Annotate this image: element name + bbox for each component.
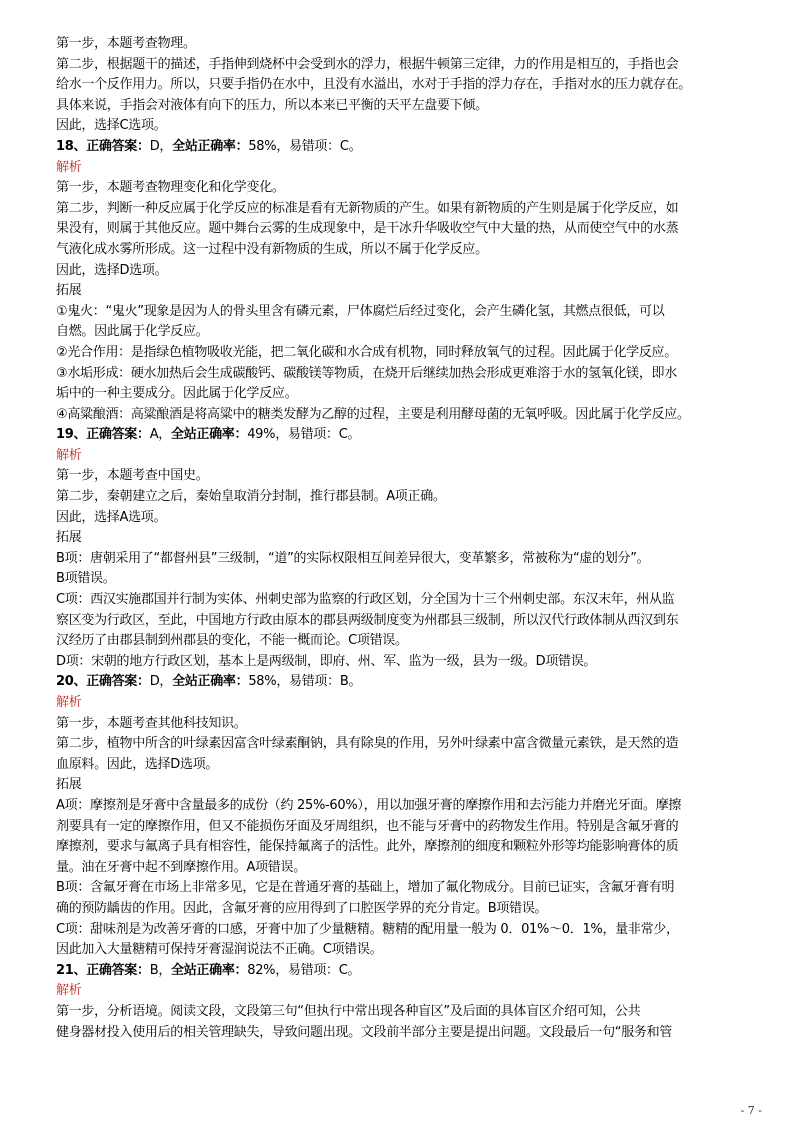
text-line: ②光合作用：是指绿色植物吸收光能，把二氧化碳和水合成有机物，同时释放氧气的过程。因此属于化学反应。 <box>56 344 677 360</box>
text-line: D项：宋朝的地方行政区划，基本上是两级制，即府、州、军、监为一级，县为一级。D项错误。 <box>56 653 597 669</box>
paragraph <box>56 549 748 673</box>
section-heading-analysis: 解析 <box>56 695 82 710</box>
answer-value: 49%，易错项：C。 <box>247 427 361 443</box>
answer-value: A， <box>149 427 171 443</box>
text-line: 汉经历了由郡县制到州郡县的变化，不能一概而论。C项错误。 <box>56 633 408 649</box>
answer-label: 21、正确答案： <box>56 962 150 978</box>
answer-value: B， <box>149 962 172 978</box>
text-line: 第一步，本题考查中国史。 <box>56 468 209 484</box>
answer-label: 20、正确答案： <box>56 674 150 690</box>
text-line: 给水一个反作用力。所以，只要手指仍在水中，且没有水溢出，水对于手指的浮力存在，手指对水的压力就存在。 <box>56 77 692 93</box>
section-heading-analysis: 解析 <box>56 983 82 999</box>
text-line: 量。油在牙膏中起不到摩擦作用。A项错误。 <box>56 859 306 875</box>
section-label-extension: 拓展 <box>56 777 82 793</box>
text-line: 确的预防龋齿的作用。因此，含氟牙膏的应用得到了口腔医学界的充分肯定。B项错误。 <box>56 900 548 916</box>
answer-value: 82%，易错项：C。 <box>247 962 361 978</box>
answer-label: 18、正确答案： <box>56 138 150 154</box>
document-page <box>56 34 748 1043</box>
section-heading-analysis: 解析 <box>56 447 82 463</box>
answer-label: 全站正确率： <box>172 674 249 690</box>
text-line: 第一步，分析语境。阅读文段，文段第三句“但执行中常出现各种盲区”及后面的具体盲区介绍可知，公共 <box>56 1003 641 1019</box>
answer-line <box>56 672 748 693</box>
text-line: 因此，选择C选项。 <box>56 118 167 134</box>
answer-label: 全站正确率： <box>171 427 248 443</box>
text-line: ④高粱酿酒：高粱酿酒是将高粱中的糖类发酵为乙醇的过程，主要是利用酵母菌的无氧呼吸。因此属于化学反应。 <box>56 406 690 422</box>
section-heading-analysis: 解析 <box>56 159 82 175</box>
text-line: 因此，选择D选项。 <box>56 262 168 278</box>
text-line: 气液化成水雾所形成。这一过程中没有新物质的生成，所以不属于化学反应。 <box>56 241 488 257</box>
text-line: 第二步，秦朝建立之后，秦始皇取消分封制，推行郡县制。A项正确。 <box>56 489 446 505</box>
text-line: B项：唐朝采用了“都督州县”三级制，“道”的实际权限相互间差异很大，变革繁多，常被称为“虚的划分”。 <box>56 550 650 566</box>
paragraph <box>56 302 748 426</box>
text-line: 第一步，本题考查物理。 <box>56 36 196 51</box>
answer-line <box>56 137 748 158</box>
paragraph <box>56 714 748 776</box>
text-line: C项：西汉实施郡国并行制为实体、州刺史部为监察的行政区划，分全国为十三个州刺史部。东汉末年，州从监 <box>56 592 675 608</box>
paragraph <box>56 466 748 528</box>
section-label-extension: 拓展 <box>56 283 82 299</box>
paragraph <box>56 178 748 281</box>
text-line: 因此加入大量糖精可保持牙膏湿润说法不正确。C项错误。 <box>56 942 383 958</box>
text-line: 血原料。因此，选择D选项。 <box>56 756 219 772</box>
text-line: ①鬼火：“鬼火”现象是因为人的骨头里含有磷元素，尸体腐烂后经过变化，会产生磷化氢，其燃点很低，可以 <box>56 303 665 319</box>
text-line: 果没有，则属于其他反应。题中舞台云雾的生成现象中，是干冰升华吸收空气中大量的热，从而使空气中的水蒸 <box>56 221 679 237</box>
text-line: 垢中的一种主要成分。因此属于化学反应。 <box>56 386 298 402</box>
answer-label: 19、正确答案： <box>56 427 150 443</box>
text-line: 健身器材投入使用后的相关管理缺失，导致问题出现。文段前半部分主要是提出问题。文段最后一句“服务和管 <box>56 1024 673 1040</box>
text-line: 第二步，根据题干的描述，手指伸到烧杯中会受到水的浮力，根据牛顿第三定律，力的作用是相互的，手指也会 <box>56 56 679 72</box>
text-line: 剂要具有一定的摩擦作用，但又不能损伤牙面及牙周组织，也不能与牙膏中的药物发生作用。特别是含氟牙膏的 <box>56 818 679 834</box>
page-number: - 7 - <box>740 1104 762 1117</box>
answer-line <box>56 961 748 982</box>
answer-value: D， <box>149 674 173 690</box>
text-line: 第一步，本题考查物理变化和化学变化。 <box>56 180 285 196</box>
answer-line <box>56 425 748 446</box>
answer-value: 58%，易错项：B。 <box>248 674 362 690</box>
text-line: 察区变为行政区，至此，中国地方行政由原本的郡县两级制度变为州郡县三级制，所以汉代行政体制从西汉到东 <box>56 612 679 628</box>
answer-value: 58%，易错项：C。 <box>248 138 362 154</box>
text-line: B项错误。 <box>56 571 116 587</box>
text-line: 因此，选择A选项。 <box>56 509 167 525</box>
text-line: 具体来说，手指会对液体有向下的压力，所以本来已平衡的天平左盘要下倾。 <box>56 97 488 113</box>
text-line: B项：含氟牙膏在市场上非常多见，它是在普通牙膏的基础上，增加了氟化物成分。目前已证实，含氟牙膏有明 <box>56 880 675 896</box>
answer-label: 全站正确率： <box>171 962 248 978</box>
paragraph <box>56 34 748 137</box>
text-line: C项：甜味剂是为改善牙膏的口感，牙膏中加了少量糖精。糖精的配用量一般为 0．01%～0．1%，量非常少， <box>56 921 679 937</box>
text-line: 第二步，判断一种反应属于化学反应的标准是看有无新物质的产生。如果有新物质的产生则是属于化学反应，如 <box>56 200 679 216</box>
answer-value: D， <box>149 138 173 154</box>
text-line: A项：摩擦剂是牙膏中含量最多的成份（约 25%-60%），用以加强牙膏的摩擦作用和去污能力并磨光牙面。摩擦 <box>56 797 682 813</box>
paragraph <box>56 796 748 961</box>
answer-label: 全站正确率： <box>172 138 249 154</box>
text-line: 自燃。因此属于化学反应。 <box>56 324 209 340</box>
text-line: 第一步，本题考查其他科技知识。 <box>56 715 247 731</box>
paragraph <box>56 1002 748 1043</box>
text-line: 第二步，植物中所含的叶绿素因富含叶绿素酮钠，具有除臭的作用，另外叶绿素中富含微量元素铁，是天然的造 <box>56 736 679 752</box>
text-line: 摩擦剂，要求与氟离子具有相容性，能保持氟离子的活性。此外，摩擦剂的细度和颗粒外形等均能影响膏体的质 <box>56 839 679 855</box>
text-line: ③水垢形成：硬水加热后会生成碳酸钙、碳酸镁等物质，在烧开后继续加热会形成更难溶于水的氢氧化镁，即水 <box>56 365 677 381</box>
section-label-extension: 拓展 <box>56 530 82 546</box>
